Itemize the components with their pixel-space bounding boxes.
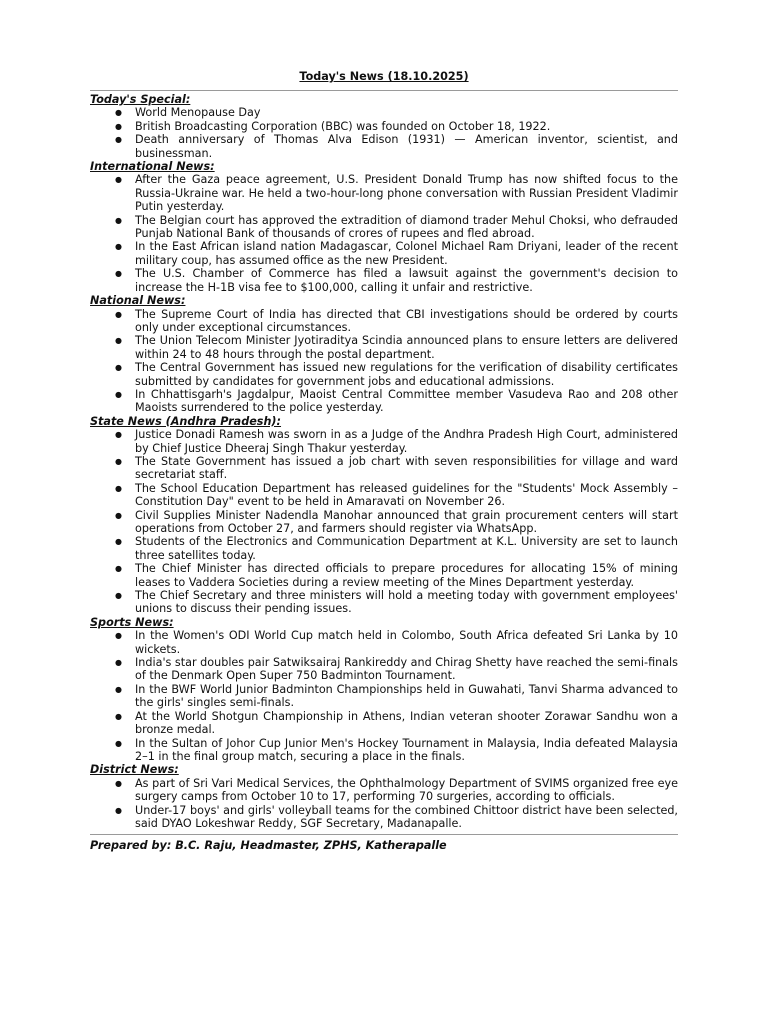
news-section <box>90 93 678 160</box>
news-item: ● Justice Donadi Ramesh was sworn in as a Judge of the Andhra Pradesh High Court, administered by Chief Justice Dheeraj Singh Thakur yesterday. <box>135 428 678 455</box>
section-heading: Today's Special: <box>90 93 191 106</box>
prepared-by: Prepared by: B.C. Raju, Headmaster, ZPHS, Katherapalle <box>90 839 447 853</box>
footer-divider <box>90 834 678 835</box>
news-item: ● In the Women's ODI World Cup match held in Colombo, South Africa defeated Sri Lanka by 10 wickets. <box>135 629 678 656</box>
news-item: ● The School Education Department has released guidelines for the "Students' Mock Assembly – Constitution Day" event to be held in Amaravati on November 26. <box>135 482 678 509</box>
news-item: ● Under-17 boys' and girls' volleyball teams for the combined Chittoor district have been selected, said DYAO Lokeshwar Reddy, SGF Secretary, Madanapalle. <box>135 804 678 831</box>
news-list <box>90 629 678 763</box>
news-section <box>90 616 678 763</box>
section-heading: International News: <box>90 160 215 174</box>
news-list <box>90 173 678 294</box>
news-item: ● Civil Supplies Minister Nadendla Manohar announced that grain procurement centers will start operations from October 27, and farmers should register via WhatsApp. <box>135 509 678 536</box>
news-item: ● At the World Shotgun Championship in Athens, Indian veteran shooter Zorawar Sandhu won a bronze medal. <box>135 710 678 737</box>
news-item: ● British Broadcasting Corporation (BBC) was founded on October 18, 1922. <box>135 120 678 133</box>
news-section <box>90 160 678 294</box>
news-list <box>90 777 678 831</box>
news-item: ● The Chief Minister has directed officials to prepare procedures for allocating 15% of mining leases to Vaddera Societies during a review meeting of the Mines Department yesterday. <box>135 562 678 589</box>
news-item: ● As part of Sri Vari Medical Services, the Ophthalmology Department of SVIMS organized free eye surgery camps from October 10 to 17, performing 70 surgeries, according to officials. <box>135 777 678 804</box>
section-heading: State News (Andhra Pradesh): <box>90 414 282 428</box>
news-item: ● The Chief Secretary and three ministers will hold a meeting today with government employees' unions to discuss their pending issues. <box>135 589 678 616</box>
news-item: ● The Supreme Court of India has directed that CBI investigations should be ordered by courts only under exceptional circumstances. <box>135 308 678 335</box>
news-sections <box>90 93 678 830</box>
news-item: ● The Belgian court has approved the extradition of diamond trader Mehul Choksi, who defrauded Punjab National Bank of thousands of crores of rupees and fled abroad. <box>135 214 678 241</box>
news-section <box>90 763 678 830</box>
news-item: ● In the Sultan of Johor Cup Junior Men's Hockey Tournament in Malaysia, India defeated Malaysia 2–1 in the final group match, securing a place in the finals. <box>135 737 678 764</box>
news-item: ● In the East African island nation Madagascar, Colonel Michael Ram Driyani, leader of the recent military coup, has assumed office as the new President. <box>135 240 678 267</box>
news-item: ● India's star doubles pair Satwiksairaj Rankireddy and Chirag Shetty have reached the semi-finals of the Denmark Open Super 750 Badminton Tournament. <box>135 656 678 683</box>
news-item: ● The Union Telecom Minister Jyotiraditya Scindia announced plans to ensure letters are delivered within 24 to 48 hours through the postal department. <box>135 334 678 361</box>
news-item: ● The State Government has issued a job chart with seven responsibilities for village and ward secretariat staff. <box>135 455 678 482</box>
section-heading: National News: <box>90 294 186 308</box>
news-list <box>90 106 678 160</box>
news-list <box>90 428 678 616</box>
section-heading: District News: <box>90 763 179 777</box>
news-item: ● Students of the Electronics and Communication Department at K.L. University are set to launch three satellites today. <box>135 535 678 562</box>
news-item: ● In Chhattisgarh's Jagdalpur, Maoist Central Committee member Vasudeva Rao and 208 other Maoists surrendered to the police yesterday. <box>135 388 678 415</box>
news-list <box>90 308 678 415</box>
news-item: ● Death anniversary of Thomas Alva Edison (1931) — American inventor, scientist, and businessman. <box>135 133 678 160</box>
document-title: Today's News (18.10.2025) <box>299 70 469 83</box>
news-item: ● In the BWF World Junior Badminton Championships held in Guwahati, Tanvi Sharma advanced to the girls' singles semi-finals. <box>135 683 678 710</box>
news-section <box>90 294 678 415</box>
news-section <box>90 415 678 616</box>
title-divider <box>90 90 678 91</box>
news-item: ● After the Gaza peace agreement, U.S. President Donald Trump has now shifted focus to the Russia-Ukraine war. He held a two-hour-long phone conversation with Russian President Vladimir Putin yesterday. <box>135 173 678 213</box>
section-heading: Sports News: <box>90 615 174 629</box>
news-item: ● World Menopause Day <box>135 106 678 119</box>
news-item: ● The Central Government has issued new regulations for the verification of disability certificates submitted by candidates for government jobs and educational admissions. <box>135 361 678 388</box>
news-item: ● The U.S. Chamber of Commerce has filed a lawsuit against the government's decision to increase the H-1B visa fee to $100,000, calling it unfair and restrictive. <box>135 267 678 294</box>
